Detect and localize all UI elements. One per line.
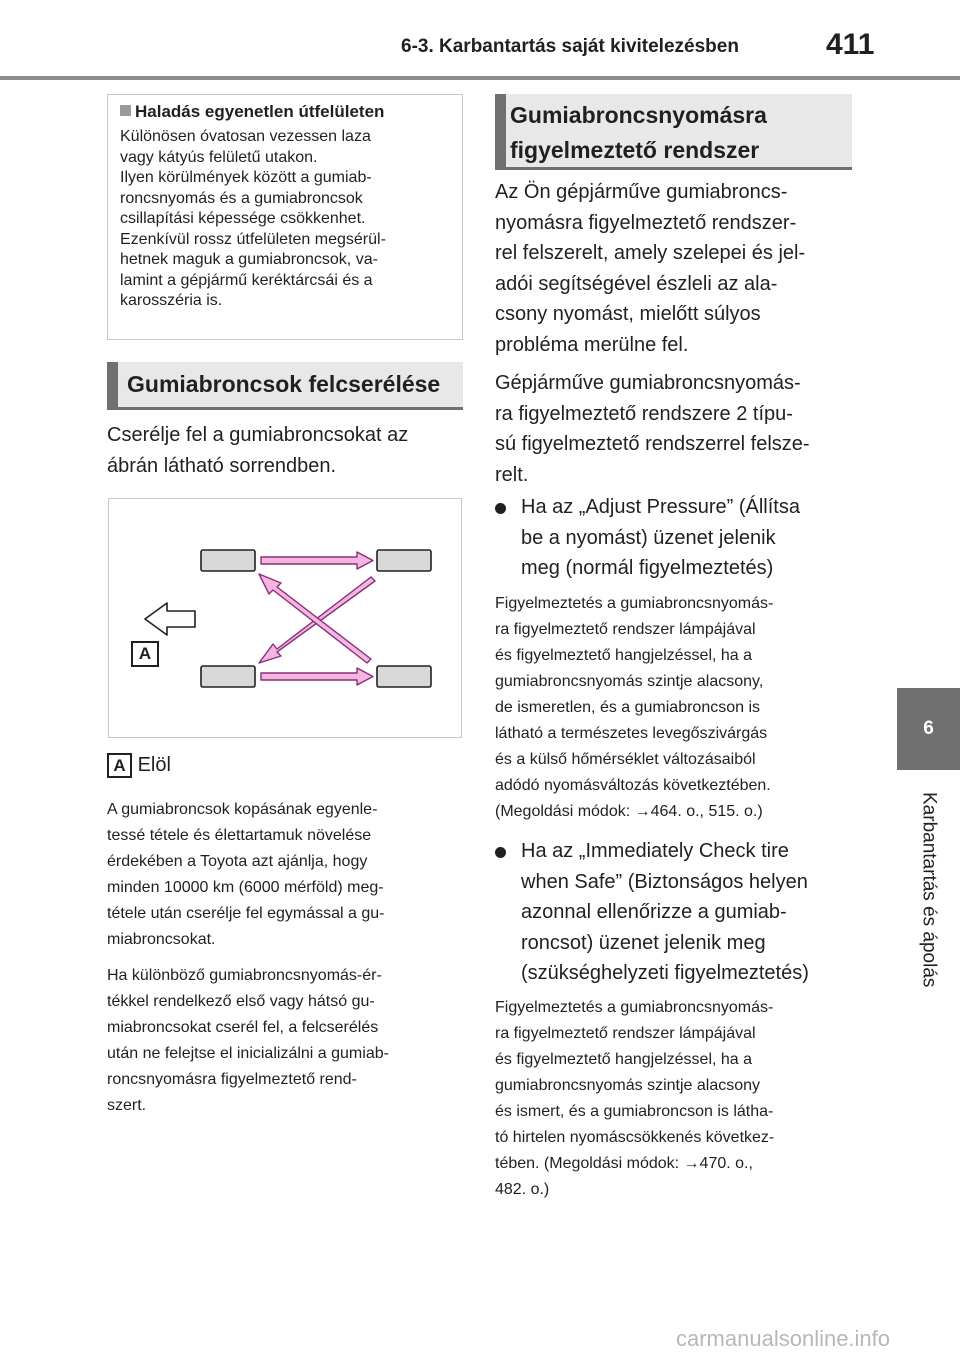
para-line: miabroncsokat. xyxy=(107,931,216,948)
para-line: adói segítségével észleli az ala- xyxy=(495,272,778,295)
para-line: relt. xyxy=(495,463,529,486)
para-line: probléma merülne fel. xyxy=(495,333,689,356)
rotation-heading xyxy=(107,362,463,410)
tire-rotation-diagram xyxy=(108,498,462,738)
rotation-para-2 xyxy=(107,963,467,1119)
detail-line: és ismert, és a gumiabroncson is látha- xyxy=(495,1103,774,1120)
para-line: minden 10000 km (6000 mérföld) meg- xyxy=(107,879,384,896)
detail-line: adódó nyomásváltozás következtében. xyxy=(495,777,771,794)
front-direction-arrow-icon xyxy=(145,603,195,635)
bullet-line: when Safe” (Biztonságos helyen xyxy=(521,870,808,893)
para-line: sú figyelmeztető rendszerrel felsze- xyxy=(495,433,810,455)
bullet-icon xyxy=(495,847,506,858)
detail-line: tében. (Megoldási módok: →470. o., xyxy=(495,1155,753,1172)
para-line: ra figyelmeztető rendszere 2 típu- xyxy=(495,402,793,425)
bullet-line: roncsot) üzenet jelenik meg xyxy=(521,931,766,954)
para-line: nyomásra figyelmeztető rendszer- xyxy=(495,211,797,234)
detail-line: gumiabroncsnyomás szintje alacsony xyxy=(495,1077,761,1094)
note-line: csillapítási képessége csökkenhet. xyxy=(120,210,366,227)
section-title: 6-3. Karbantartás saját kivitelezésben xyxy=(401,36,739,57)
detail-line: és figyelmeztető hangjelzéssel, ha a xyxy=(495,647,753,664)
note-title xyxy=(120,101,450,123)
tpms-bullet-2-detail xyxy=(495,995,865,1203)
note-text xyxy=(120,127,450,312)
detail-line: Figyelmeztetés a gumiabroncsnyomás- xyxy=(495,999,774,1016)
tpms-bullet-1-detail xyxy=(495,591,865,825)
note-line: Ilyen körülmények között a gumiab- xyxy=(120,169,372,186)
note-line: Különösen óvatosan vezessen laza xyxy=(120,128,371,145)
detail-line: (Megoldási módok: →464. o., 515. o.) xyxy=(495,803,763,820)
tpms-heading-line: Gumiabroncsnyomásra xyxy=(510,102,767,128)
detail-line: és figyelmeztető hangjelzéssel, ha a xyxy=(495,1051,753,1068)
bullet-line: Ha az „Immediately Check tire xyxy=(521,840,789,862)
tpms-para-1 xyxy=(495,177,865,360)
rotation-svg xyxy=(109,499,463,739)
tire-rear-right xyxy=(377,666,431,687)
para-line: Gépjárműve gumiabroncsnyomás- xyxy=(495,372,801,394)
bullet-line: (szükséghelyzeti figyelmeztetés) xyxy=(521,962,809,984)
header-divider xyxy=(0,76,960,80)
para-line: miabroncsokat cserél fel, a felcserélés xyxy=(107,1019,379,1036)
legend-badge: A xyxy=(107,753,132,778)
note-line: hetnek maguk a gumiabroncsok, va- xyxy=(120,251,378,268)
para-line: után ne felejtse el inicializálni a gumiab- xyxy=(107,1045,389,1062)
detail-line: 482. o.) xyxy=(495,1181,550,1198)
bullet-icon xyxy=(495,503,506,514)
diagram-label-badge: A xyxy=(131,641,159,667)
para-line: Az Ön gépjárműve gumiabroncs- xyxy=(495,181,788,203)
detail-line: és a külső hőmérséklet változásaiból xyxy=(495,751,756,768)
note-line: roncsnyomás és a gumiabroncsok xyxy=(120,189,363,207)
diagram-legend xyxy=(107,752,171,778)
para-line: szert. xyxy=(107,1097,147,1114)
bullet-line: meg (normál figyelmeztetés) xyxy=(521,557,774,579)
intro-line: Cserélje fel a gumiabroncsokat az xyxy=(107,424,409,446)
tire-front-right xyxy=(201,666,255,687)
page-number: 411 xyxy=(826,28,875,61)
watermark: carmanualsonline.info xyxy=(676,1326,891,1351)
para-line: rel felszerelt, amely szelepei és jel- xyxy=(495,242,806,264)
tpms-heading xyxy=(495,94,852,170)
chapter-number: 6 xyxy=(923,718,934,739)
detail-line: ra figyelmeztető rendszer lámpájával xyxy=(495,621,756,638)
bullet-line: azonnal ellenőrizze a gumiab- xyxy=(521,901,787,923)
para-line: érdekében a Toyota azt ajánlja, hogy xyxy=(107,853,368,870)
detail-line: gumiabroncsnyomás szintje alacsony, xyxy=(495,673,764,690)
chapter-label xyxy=(897,775,960,1005)
para-line: roncsnyomásra figyelmeztető rend- xyxy=(107,1071,357,1088)
tpms-bullet-1 xyxy=(495,492,865,584)
note-line: Ezenkívül rossz útfelületen megsérül- xyxy=(120,230,386,248)
tpms-heading-line: figyelmeztető rendszer xyxy=(510,137,760,163)
detail-line: ra figyelmeztető rendszer lámpájával xyxy=(495,1025,756,1042)
tpms-para-2 xyxy=(495,368,865,490)
note-title-text: Haladás egyenetlen útfelületen xyxy=(135,102,385,121)
para-line: tékkel rendelkező első vagy hátsó gu- xyxy=(107,993,375,1010)
legend-text: Elöl xyxy=(137,754,171,776)
rotation-para-1 xyxy=(107,797,467,953)
arrow-bottom xyxy=(261,668,373,685)
note-box xyxy=(107,94,463,340)
rotation-heading-text: Gumiabroncsok felcserélése xyxy=(127,371,441,397)
intro-line: ábrán látható sorrendben. xyxy=(107,454,337,477)
note-line: karosszéria is. xyxy=(120,292,223,309)
square-bullet-icon xyxy=(120,105,131,116)
chapter-title: Karbantartás és ápolás xyxy=(918,792,940,988)
tpms-bullet-2 xyxy=(495,836,865,989)
detail-line: de ismeretlen, és a gumiabroncson is xyxy=(495,699,761,716)
para-line: csony nyomást, mielőtt súlyos xyxy=(495,303,761,325)
bullet-line: Ha az „Adjust Pressure” (Állítsa xyxy=(521,496,800,518)
para-line: A gumiabroncsok kopásának egyenle- xyxy=(107,801,378,818)
tire-front-left xyxy=(201,550,255,571)
para-line: tétele után cserélje fel egymással a gu- xyxy=(107,905,385,922)
rotation-intro xyxy=(107,420,467,481)
para-line: tessé tétele és élettartamuk növelése xyxy=(107,827,372,844)
note-line: vagy kátyús felületű utakon. xyxy=(120,148,318,166)
tire-rear-left xyxy=(377,550,431,571)
chapter-tab xyxy=(897,688,960,770)
para-line: Ha különböző gumiabroncsnyomás-ér- xyxy=(107,967,382,984)
detail-line: tó hirtelen nyomáscsökkenés következ- xyxy=(495,1129,775,1146)
detail-line: Figyelmeztetés a gumiabroncsnyomás- xyxy=(495,595,774,612)
note-line: lamint a gépjármű keréktárcsái és a xyxy=(120,271,373,289)
bullet-line: be a nyomást) üzenet jelenik xyxy=(521,526,776,549)
arrow-top xyxy=(261,552,373,569)
detail-line: látható a természetes levegőszivárgás xyxy=(495,725,768,742)
